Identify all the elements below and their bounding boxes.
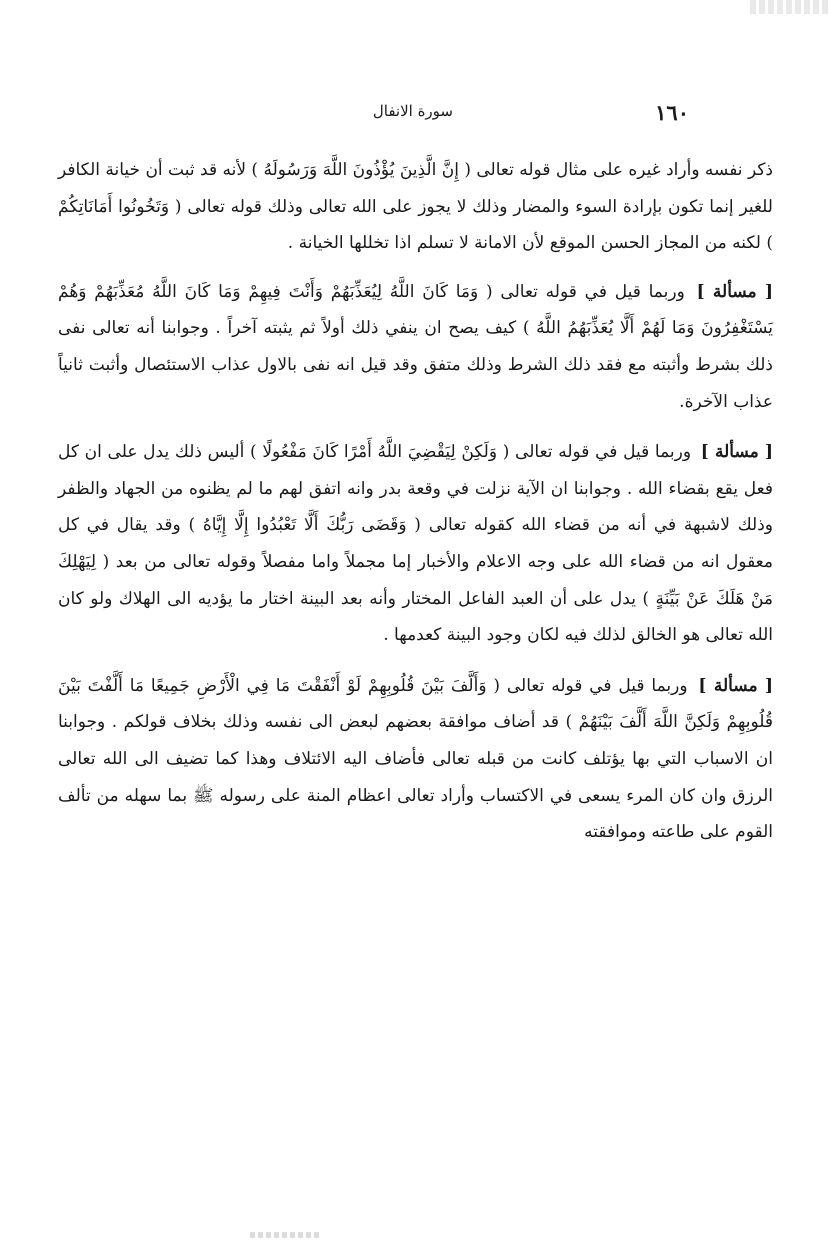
book-page <box>58 100 773 1200</box>
paragraph-text: ذكر نفسه وأراد غيره على مثال قوله تعالى ( إِنَّ الَّذِينَ يُؤْذُونَ اللَّهَ وَرَسُولَهُ ) لأنه قد ثبت أن خيانة الكافر للغير إنما تكون بإرادة السوء والمضار وذلك لا يجوز على الله تعالى وذلك قوله تعالى ( وَتَخُونُوا أَمَانَاتِكُمْ ) لكنه من المجاز الحسن الموقع لأن الامانة لا تسلم اذا تخللها الخيانة . <box>58 160 773 254</box>
page-number: ١٦٠ <box>655 100 689 125</box>
scan-bottom-mark <box>250 1232 320 1238</box>
paragraph-text: وربما قيل في قوله تعالى ( وَأَلَّفَ بَيْنَ قُلُوبِهِمْ لَوْ أَنْفَقْتَ مَا فِي الْأَرْضِ جَمِيعًا مَا أَلَّفْتَ بَيْنَ قُلُوبِهِمْ وَلَكِنَّ اللَّهَ أَلَّفَ بَيْنَهُمْ ) قد أضاف موافقة بعضهم لبعض الى نفسه وذلك بخلاف قولكم . وجوابنا ان الاسباب التي بها يؤتلف كانت من قبله تعالى فأضاف اليه الائتلاف وهذا كما تضيف الى الله تعالى الرزق وان كان المرء يسعى في الاكتساب وأراد تعالى اعظام المنة على رسوله ﷺ بما سهله من تألف القوم على طاعته وموافقته <box>58 675 773 843</box>
issue-label: [ مسألة ] <box>700 442 774 463</box>
paragraph <box>58 152 773 262</box>
paragraph <box>58 668 773 851</box>
paragraph-text: وربما قيل في قوله تعالى ( وَمَا كَانَ اللَّهُ لِيُعَذِّبَهُمْ وَأَنْتَ فِيهِمْ وَمَا كَانَ اللَّهُ مُعَذِّبَهُمْ وَهُمْ يَسْتَغْفِرُونَ وَمَا لَهُمْ أَلَّا يُعَذِّبَهُمُ اللَّهُ ) كيف يصح ان ينفي ذلك أولاً ثم يثبته آخراً . وجوابنا أنه تعالى نفى ذلك بشرط وأثبته مع فقد ذلك الشرط وذلك متفق وقد قيل انه نفى بالاول عذاب الاستئصال وأثبت ثانياً عذاب الآخرة. <box>58 281 773 412</box>
scan-edge-mark <box>750 0 830 14</box>
paragraph <box>58 434 773 654</box>
paragraph <box>58 274 773 420</box>
page-header <box>58 100 773 150</box>
issue-label: [ مسألة ] <box>698 675 773 696</box>
issue-label: [ مسألة ] <box>696 281 773 302</box>
running-title: سورة الانفال <box>372 102 453 120</box>
paragraph-text: وربما قيل في قوله تعالى ( وَلَكِنْ لِيَقْضِيَ اللَّهُ أَمْرًا كَانَ مَفْعُولًا ) أليس ذلك يدل على ان كل فعل يقع بقضاء الله . وجوابنا ان الآية نزلت في وقعة بدر وانه اتفق لهم ما لم يظنوه من الجهاد والظفر وذلك لاشبهة في أنه من قضاء الله كقوله تعالى ( وَقَضَى رَبُّكَ أَلَّا تَعْبُدُوا إِلَّا إِيَّاهُ ) وقد يقال في كل معقول انه من قضاء الله على وجه الاعلام والأخبار إما مجملاً واما مفصلاً وقوله تعالى من بعد ( لِيَهْلِكَ مَنْ هَلَكَ عَنْ بَيِّنَةٍ ) يدل على أن العبد الفاعل المختار وأنه بعد البينة اختار ما يؤديه الى الهلاك ولو كان الله تعالى هو الخالق لذلك فيه لكان وجود البينة كعدمها . <box>58 442 773 646</box>
page-body <box>58 152 773 851</box>
